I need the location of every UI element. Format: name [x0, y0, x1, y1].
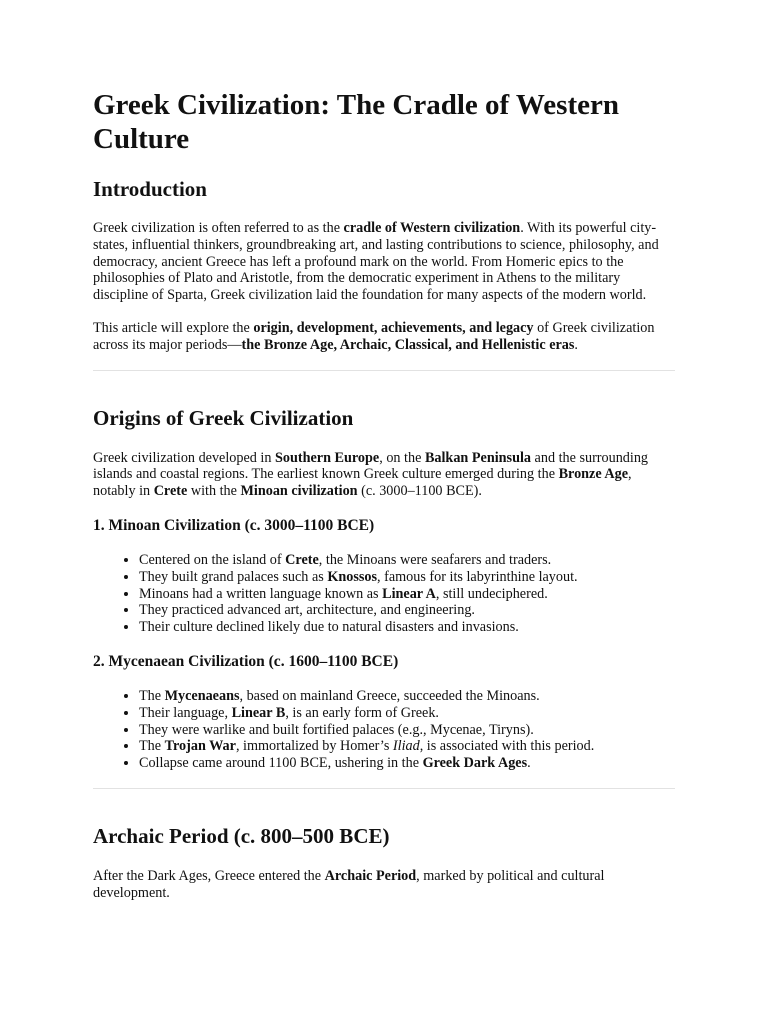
bold-text: Crete — [153, 483, 188, 500]
text-run: Their culture declined likely due to natural disasters and invasions. — [139, 619, 519, 636]
mycenaean-heading: 2. Mycenaean Civilization (c. 1600–1100 BCE) — [93, 652, 399, 670]
bold-text: Linear B — [231, 704, 286, 721]
bold-text: Bronze Age — [558, 466, 629, 483]
text-run: , is associated with this period. — [419, 738, 595, 755]
bold-text: Knossos — [327, 568, 378, 585]
text-run: , is an early form of Greek. — [285, 704, 439, 721]
bold-text: Linear A — [382, 585, 436, 602]
bold-text: cradle of Western civilization — [343, 220, 521, 236]
section-divider — [93, 370, 675, 371]
text-run: of Greek civilization across its major periods— — [93, 319, 655, 353]
text-run: , famous for its labyrinthine layout. — [377, 568, 578, 585]
text-run: , marked by political and cultural development. — [93, 867, 605, 901]
bold-text: Mycenaeans — [164, 687, 240, 704]
text-run: Collapse came around 1100 BCE, ushering in the — [139, 755, 423, 772]
archaic-paragraph — [93, 868, 675, 902]
text-run: , the Minoans were seafarers and traders. — [318, 551, 552, 568]
text-run: . — [574, 336, 578, 353]
bold-text: Trojan War — [164, 738, 236, 755]
text-run: with the — [187, 483, 241, 500]
list-item — [139, 688, 675, 705]
text-run: Minoans had a written language known as — [139, 585, 383, 602]
list-item — [139, 722, 675, 739]
archaic-heading: Archaic Period (c. 800–500 BCE) — [93, 823, 390, 848]
minoan-heading: 1. Minoan Civilization (c. 3000–1100 BCE) — [93, 516, 375, 534]
text-run: , immortalized by Homer’s — [235, 738, 393, 755]
section-divider — [93, 788, 675, 789]
text-run: , still undeciphered. — [435, 585, 548, 602]
list-item — [139, 602, 675, 619]
text-run: , based on mainland Greece, succeeded the Minoans. — [239, 687, 540, 704]
bold-text: the Bronze Age, Archaic, Classical, and Hellenistic eras — [241, 336, 575, 353]
bold-text: origin, development, achievements, and legacy — [253, 319, 534, 336]
bold-text: Archaic Period — [324, 867, 417, 884]
list-item — [139, 619, 675, 636]
bold-text: Greek Dark Ages — [422, 755, 528, 772]
text-run: The — [139, 738, 165, 755]
list-item — [139, 705, 675, 722]
text-run: This article will explore the — [93, 319, 254, 336]
bold-text: Southern Europe — [275, 449, 380, 466]
bold-text: Balkan Peninsula — [424, 449, 531, 466]
bold-text: Crete — [285, 551, 319, 568]
page-title: Greek Civilization: The Cradle of Western Culture — [93, 89, 619, 155]
text-run: They were warlike and built fortified palaces (e.g., Mycenae, Tiryns). — [139, 721, 534, 738]
text-run: . — [527, 755, 531, 772]
bold-text: Minoan civilization — [240, 483, 358, 500]
text-run: Centered on the island of — [139, 551, 286, 568]
introduction-paragraph-2 — [93, 320, 675, 354]
text-run: Their language, — [139, 704, 232, 721]
italic-text: Iliad — [392, 738, 420, 755]
minoan-list — [93, 552, 675, 636]
text-run: and the surrounding islands and coastal regions. The earliest known Greek culture emerged during the — [93, 449, 649, 483]
list-item — [139, 738, 675, 755]
text-run: The — [139, 687, 165, 704]
list-item — [139, 586, 675, 603]
text-run: , on the — [379, 449, 425, 466]
text-run: After the Dark Ages, Greece entered the — [93, 867, 325, 884]
introduction-paragraph-1 — [93, 220, 675, 304]
text-run: They built grand palaces such as — [139, 568, 328, 585]
list-item — [139, 755, 675, 772]
text-run: Greek civilization developed in — [93, 449, 276, 466]
text-run: , notably in — [93, 466, 632, 500]
text-run: . With its powerful city-states, influential thinkers, groundbreaking art, and lasting contributions to science, philosophy, and democracy, ancient Greece has left a profound mark on the world. From Homeric epics to the philosophies of Plato and Aristotle, from the democratic experiment in Athens to the military discipline of Sparta, Greek civilization laid the foundation for many aspects of the modern world. — [93, 220, 659, 304]
list-item — [139, 552, 675, 569]
mycenaean-list — [93, 688, 675, 772]
text-run: They practiced advanced art, architecture, and engineering. — [139, 602, 475, 619]
text-run: (c. 3000–1100 BCE). — [357, 483, 482, 500]
list-item — [139, 569, 675, 586]
origins-paragraph — [93, 450, 675, 500]
origins-heading: Origins of Greek Civilization — [93, 405, 354, 430]
text-run: Greek civilization is often referred to as the — [93, 220, 344, 236]
introduction-heading: Introduction — [93, 177, 207, 201]
